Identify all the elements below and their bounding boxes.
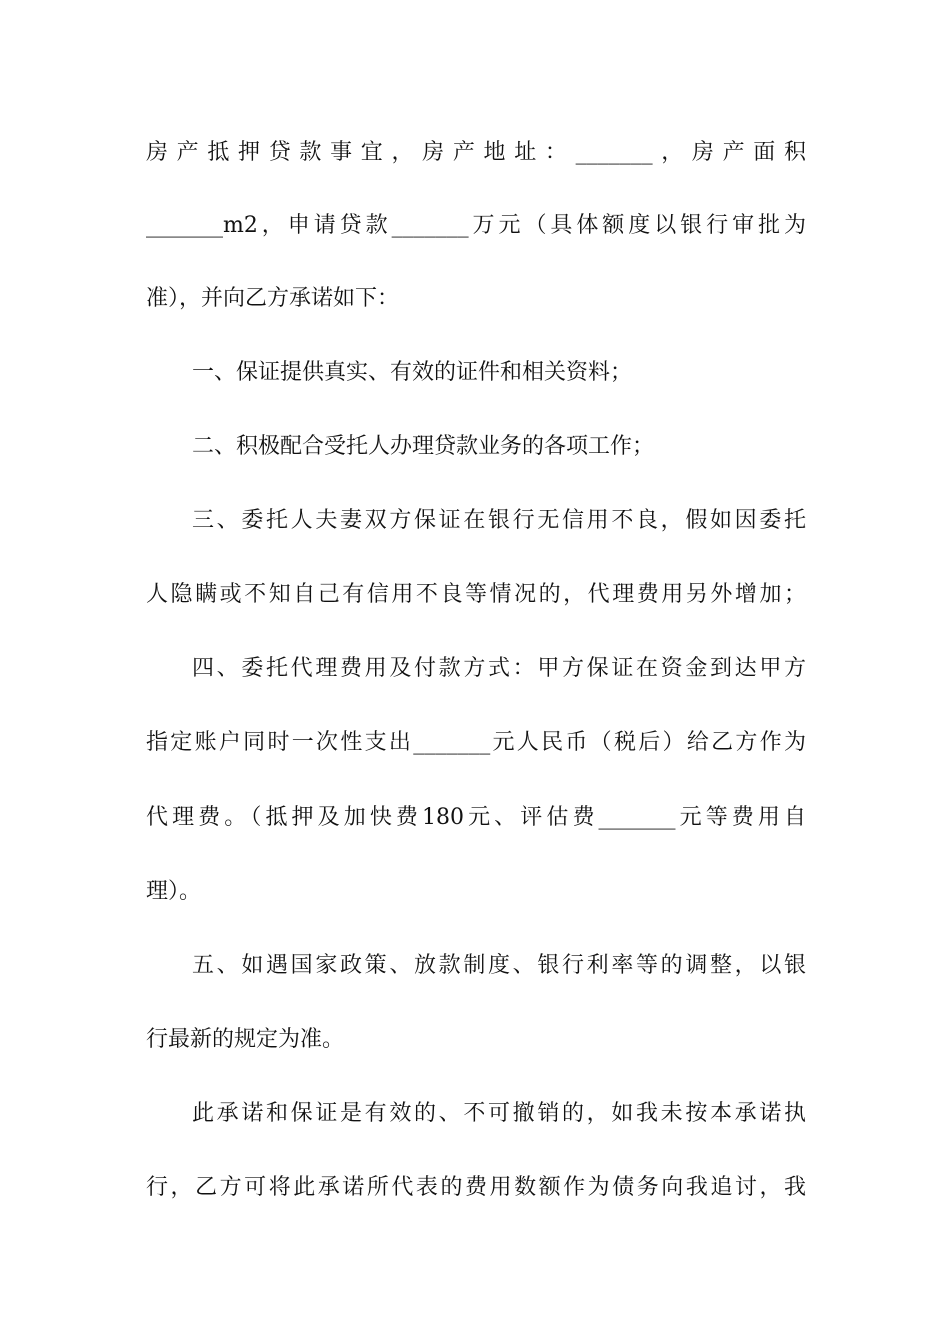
clause-one: 一、保证提供真实、有效的证件和相关资料； — [192, 360, 633, 385]
clause-five: 五、如遇国家政策、放款制度、银行利率等的调整，以银 — [192, 953, 806, 978]
paragraph-line: 理）。 — [146, 879, 202, 904]
paragraph-line: _______m2，申请贷款_______万元（具体额度以银行审批为 — [146, 213, 806, 238]
paragraph-line: 准），并向乙方承诺如下： — [146, 286, 400, 311]
paragraph-line: 行最新的规定为准。 — [146, 1027, 345, 1052]
clause-four: 四、委托代理费用及付款方式：甲方保证在资金到达甲方 — [192, 656, 806, 681]
paragraph-line: 行，乙方可将此承诺所代表的费用数额作为债务向我追讨，我 — [146, 1175, 806, 1200]
commitment-paragraph: 此承诺和保证是有效的、不可撤销的，如我未按本承诺执 — [192, 1101, 806, 1126]
paragraph-line: 指定账户同时一次性支出_______元人民币（税后）给乙方作为 — [146, 730, 806, 755]
paragraph-line: 代理费。（抵押及加快费180元、评估费_______元等费用自 — [146, 805, 806, 830]
paragraph-line: 人隐瞒或不知自己有信用不良等情况的，代理费用另外增加； — [146, 582, 806, 607]
clause-three: 三、委托人夫妻双方保证在银行无信用不良，假如因委托 — [192, 508, 806, 533]
paragraph-line: 房产抵押贷款事宜，房产地址：_______，房产面积 — [146, 140, 806, 165]
clause-two: 二、积极配合受托人办理贷款业务的各项工作； — [192, 434, 655, 459]
